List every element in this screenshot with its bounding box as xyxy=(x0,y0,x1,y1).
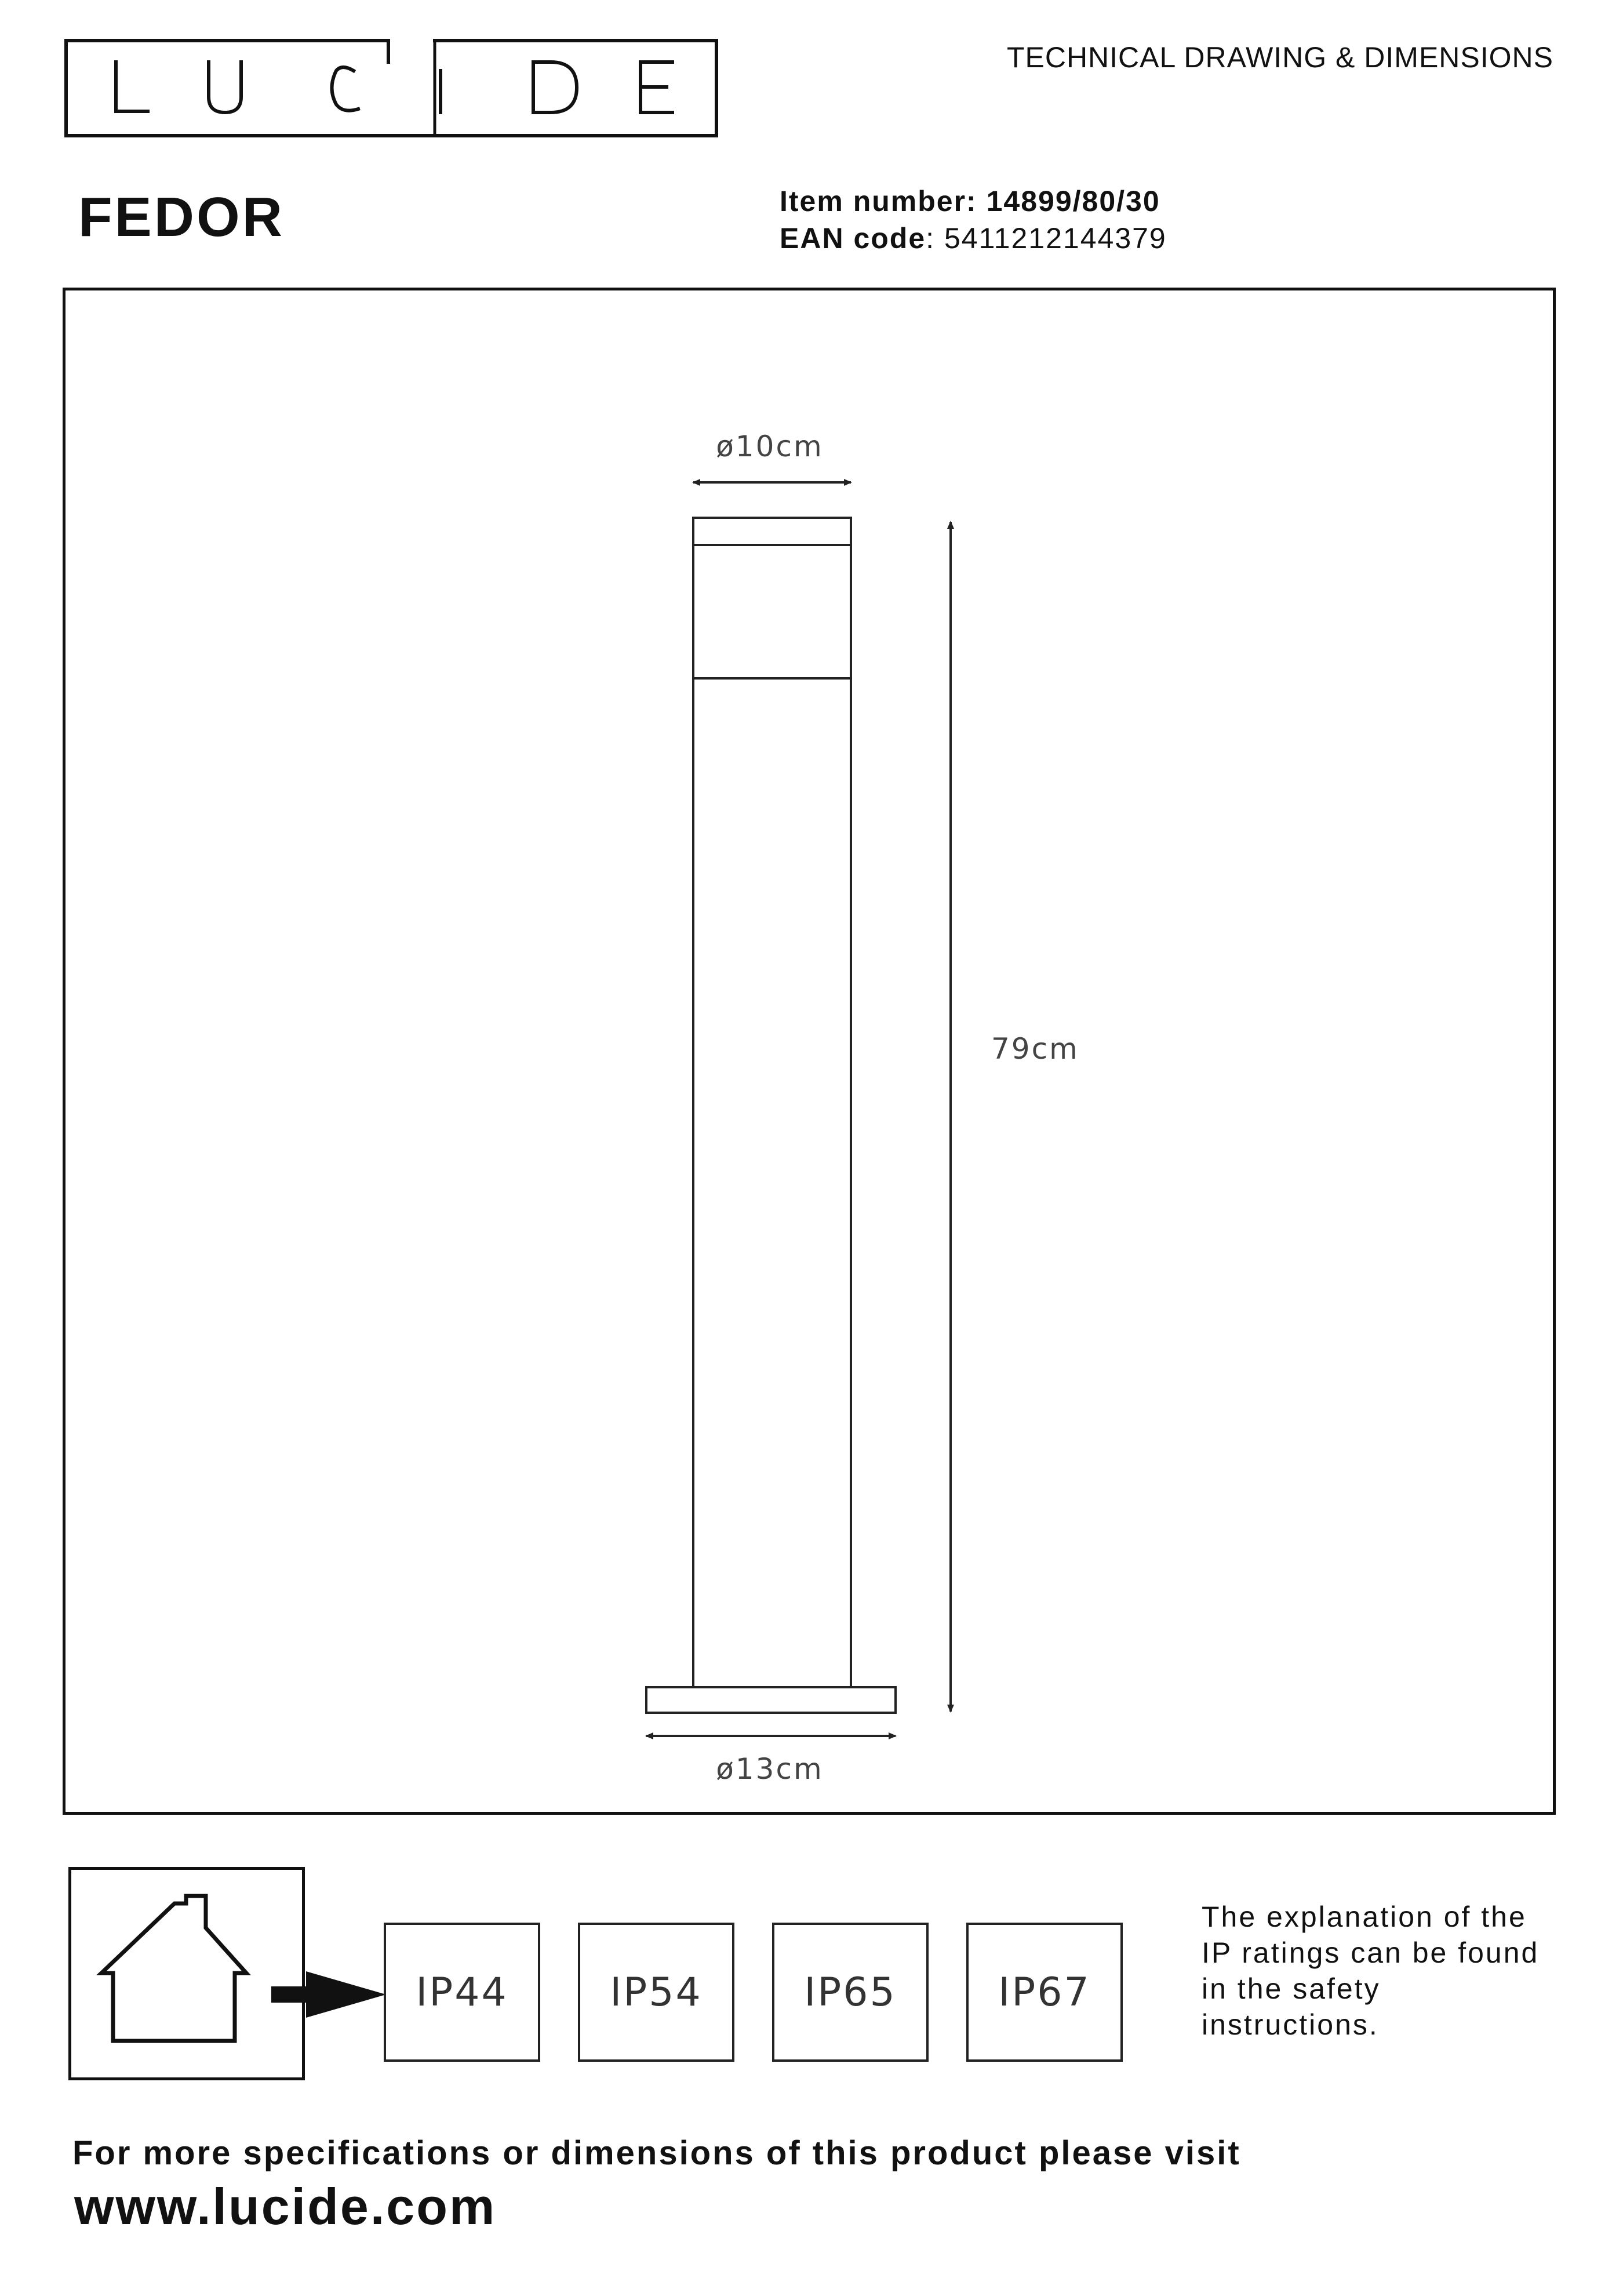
ean-code-label: EAN code xyxy=(780,222,926,255)
bollard-base xyxy=(646,1687,896,1713)
footer-text: For more specifications or dimensions of this product please visit xyxy=(72,2134,1241,2172)
bollard-outline xyxy=(646,518,896,1713)
document-type: TECHNICAL DRAWING & DIMENSIONS xyxy=(1006,41,1553,74)
ean-code-value: : 5411212144379 xyxy=(926,222,1167,255)
item-number-value: 14899/80/30 xyxy=(986,185,1160,217)
base-diameter-label: ø13cm xyxy=(716,1752,824,1786)
ip-rating-ip65: IP65 xyxy=(772,1923,929,2062)
top-diameter-label: ø10cm xyxy=(716,430,824,463)
ip-rating-ip44: IP44 xyxy=(384,1923,540,2062)
indoor-outdoor-box xyxy=(68,1867,305,2080)
bollard-body xyxy=(693,518,851,1687)
height-label: 79cm xyxy=(991,1032,1079,1066)
website-link[interactable]: www.lucide.com xyxy=(74,2178,497,2235)
item-number-label: Item number: xyxy=(780,185,977,217)
ip-rating-ip54: IP54 xyxy=(578,1923,734,2062)
arrow-right-icon xyxy=(271,1966,387,2023)
ip-rating-ip67: IP67 xyxy=(966,1923,1123,2062)
house-icon xyxy=(71,1870,302,2077)
product-name: FEDOR xyxy=(78,186,285,248)
ip-rating-note: The explanation of the IP ratings can be found in the safety instructions. xyxy=(1202,1901,1540,2041)
